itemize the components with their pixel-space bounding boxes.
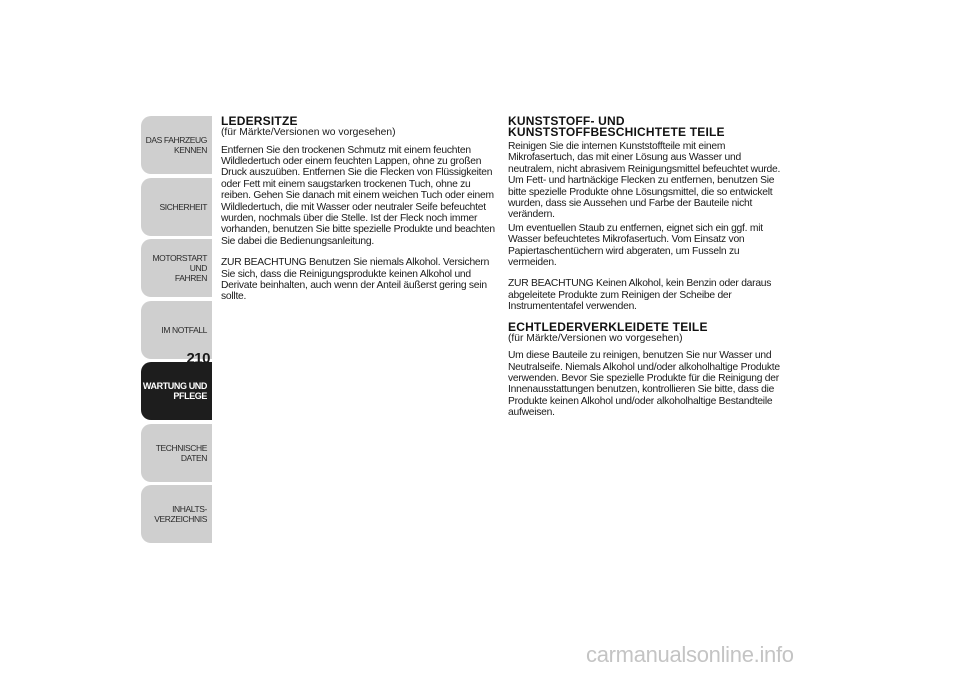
tab-label: SICHERHEIT [159, 201, 207, 212]
tab-label: MOTORSTART UND FAHREN [152, 253, 207, 283]
paragraph: Reinigen Sie die internen Kunststoffteile mit einem Mikrofasertuch, das mit einer Lösung aus Wasser und neutralem, nicht abrasivem Reinigungsmittel befeuchtet wurde. Um Fett- und hartnäckige Flecken zu entfernen, benutzen Sie bitte spezielle Produkte ohne Lösungsmittel, die so entwickelt wurden, dass sie Aussehen und Farbe der Bauteile nicht verändern. [508, 141, 781, 221]
tab-wartung-und-pflege[interactable] [141, 362, 212, 420]
section-heading-kunststoff-line1: KUNSTSTOFF- UND [508, 114, 625, 128]
note-paragraph: ZUR BEACHTUNG Keinen Alkohol, kein Benzin oder daraus abgeleitete Produkte zum Reinigen der Scheibe der Instrumententafel verwenden. [508, 278, 772, 313]
tab-label: WARTUNG UND PFLEGE [142, 381, 207, 401]
left-column [221, 116, 501, 309]
section-heading-echtleder: ECHTLEDERVERKLEIDETE TEILE [508, 319, 708, 334]
paragraph: Entfernen Sie den trockenen Schmutz mit einem feuchten Wildledertuch oder einem feuchten Lappen, ohne zu großen Druck auszuüben. Entfernen Sie die Flecken von Flüssigkeiten oder Fett mit einem saugstarken trockenen Tuch, ohne zu reiben. Gehen Sie danach mit einem weichen Tuch oder einem Wildledertuch, die mit Wasser oder neutraler Seife befeuchtet wurden, nochmals über die Stelle. Ist der Fleck noch immer vorhanden, benutzen Sie bitte spezielle Produkte und beachten Sie dabei die Bedienungsanleitung. [221, 144, 495, 247]
page-number: 210 [186, 350, 210, 367]
tab-das-fahrzeug-kennen[interactable] [141, 116, 212, 174]
note-paragraph: ZUR BEACHTUNG Benutzen Sie niemals Alkohol. Versichern Sie sich, dass die Reinigungsprodukte keinen Alkohol und Derivate beinhalten, auch wenn der Anteil äußerst gering sein sollte. [221, 257, 490, 303]
watermark: carmanualsonline.info [586, 642, 794, 667]
tab-label: INHALTS- VERZEICHNIS [154, 504, 207, 524]
tab-label: TECHNISCHE DATEN [155, 442, 207, 463]
section-subtitle: (für Märkte/Versionen wo vorgesehen) [221, 127, 396, 138]
paragraph: Um eventuellen Staub zu entfernen, eignet sich ein ggf. mit Wasser befeuchtetes Mikrofasertuch. Vom Einsatz von Papiertaschentüchern wird abgeraten, um Fusseln zu vermeiden. [508, 222, 763, 269]
section-subtitle: (für Märkte/Versionen wo vorgesehen) [508, 332, 683, 344]
chapter-tabs [141, 116, 212, 547]
section-heading-kunststoff-line2: KUNSTSTOFFBESCHICHTETE TEILE [508, 125, 725, 139]
tab-label: IM NOTFALL [161, 324, 207, 335]
tab-sicherheit[interactable] [141, 178, 212, 236]
paragraph: Um diese Bauteile zu reinigen, benutzen Sie nur Wasser und Neutralseife. Niemals Alkohol und/oder alkoholhaltige Produkte verwenden. Bevor Sie spezielle Produkte für die Reinigung der Innenausstattungen benutzen, kontrollieren Sie bitte, dass die Produkte keinen Alkohol und/oder alkoholhaltige Bestandteile aufweisen. [508, 350, 780, 419]
tab-inhaltsverzeichnis[interactable] [141, 485, 212, 543]
tab-motorstart-und-fahren[interactable] [141, 239, 212, 297]
tab-label: DAS FAHRZEUG KENNEN [145, 135, 207, 155]
section-heading-ledersitze: LEDERSITZE [221, 114, 298, 128]
right-column [508, 116, 788, 425]
tab-technische-daten[interactable] [141, 424, 212, 482]
